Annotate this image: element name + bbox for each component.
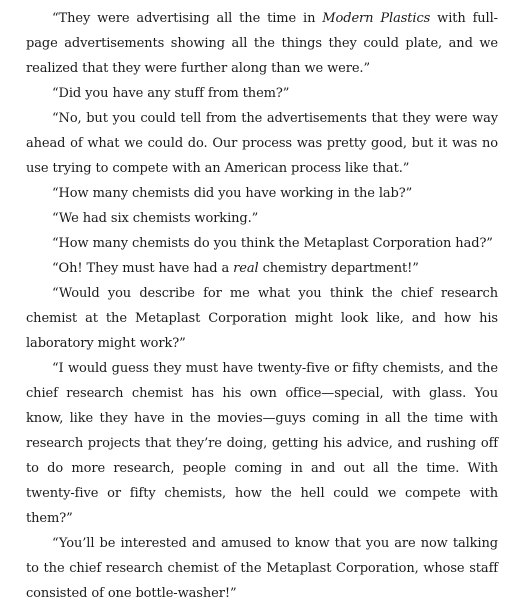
paragraph-text: “Would you describe for me what you think the chief research chemist at the Metaplast Corporation might look like, and how his laboratory might work?” <box>26 286 498 351</box>
paragraph-text: “We had six chemists working.” <box>52 211 259 226</box>
paragraph-text: “I would guess they must have twenty-five or fifty chemists, and the chief research chemist has his own office—special, with glass. You know, like they have in the movies—guys coming in all the time with research projects that they’re doing, getting his advice, and rushing off to do more research, people coming in and out all the time. With twenty-five or fifty chemists, how the hell could we compete with them?” <box>26 361 498 526</box>
paragraph-text: “You’ll be interested and amused to know that you are now talking to the chief research chemist of the Metaplast Corporation, whose staff consisted of one bottle-washer!” <box>26 536 498 601</box>
paragraph-text: “They were advertising all the time in <box>52 11 323 26</box>
paragraph-text: “How many chemists did you have working in the lab?” <box>52 186 413 201</box>
paragraph-six-chemists <box>26 206 498 231</box>
paragraph-question-metaplast <box>26 231 498 256</box>
paragraph-text: “How many chemists do you think the Metaplast Corporation had?” <box>52 236 493 251</box>
book-page-text <box>26 6 498 606</box>
magazine-title: Modern Plastics <box>322 11 431 26</box>
paragraph-advertising <box>26 6 498 81</box>
paragraph-describe <box>26 281 498 356</box>
paragraph-real-chemistry <box>26 256 498 281</box>
emphasis-word: real <box>233 261 259 276</box>
paragraph-text: “Oh! They must have had a <box>52 261 234 276</box>
paragraph-question-stuff <box>26 81 498 106</box>
paragraph-text: “No, but you could tell from the advertisements that they were way ahead of what we could do. Our process was pretty good, but it was no use trying to compete with an American process like that.” <box>26 111 498 176</box>
paragraph-text: chemistry department!” <box>258 261 419 276</box>
paragraph-no-but <box>26 106 498 181</box>
paragraph-text: with full-page advertisements showing all the things they could plate, and we realized that they were further along than we were.” <box>26 11 498 76</box>
paragraph-guess <box>26 356 498 531</box>
paragraph-question-chemists <box>26 181 498 206</box>
paragraph-text: “Did you have any stuff from them?” <box>52 86 290 101</box>
